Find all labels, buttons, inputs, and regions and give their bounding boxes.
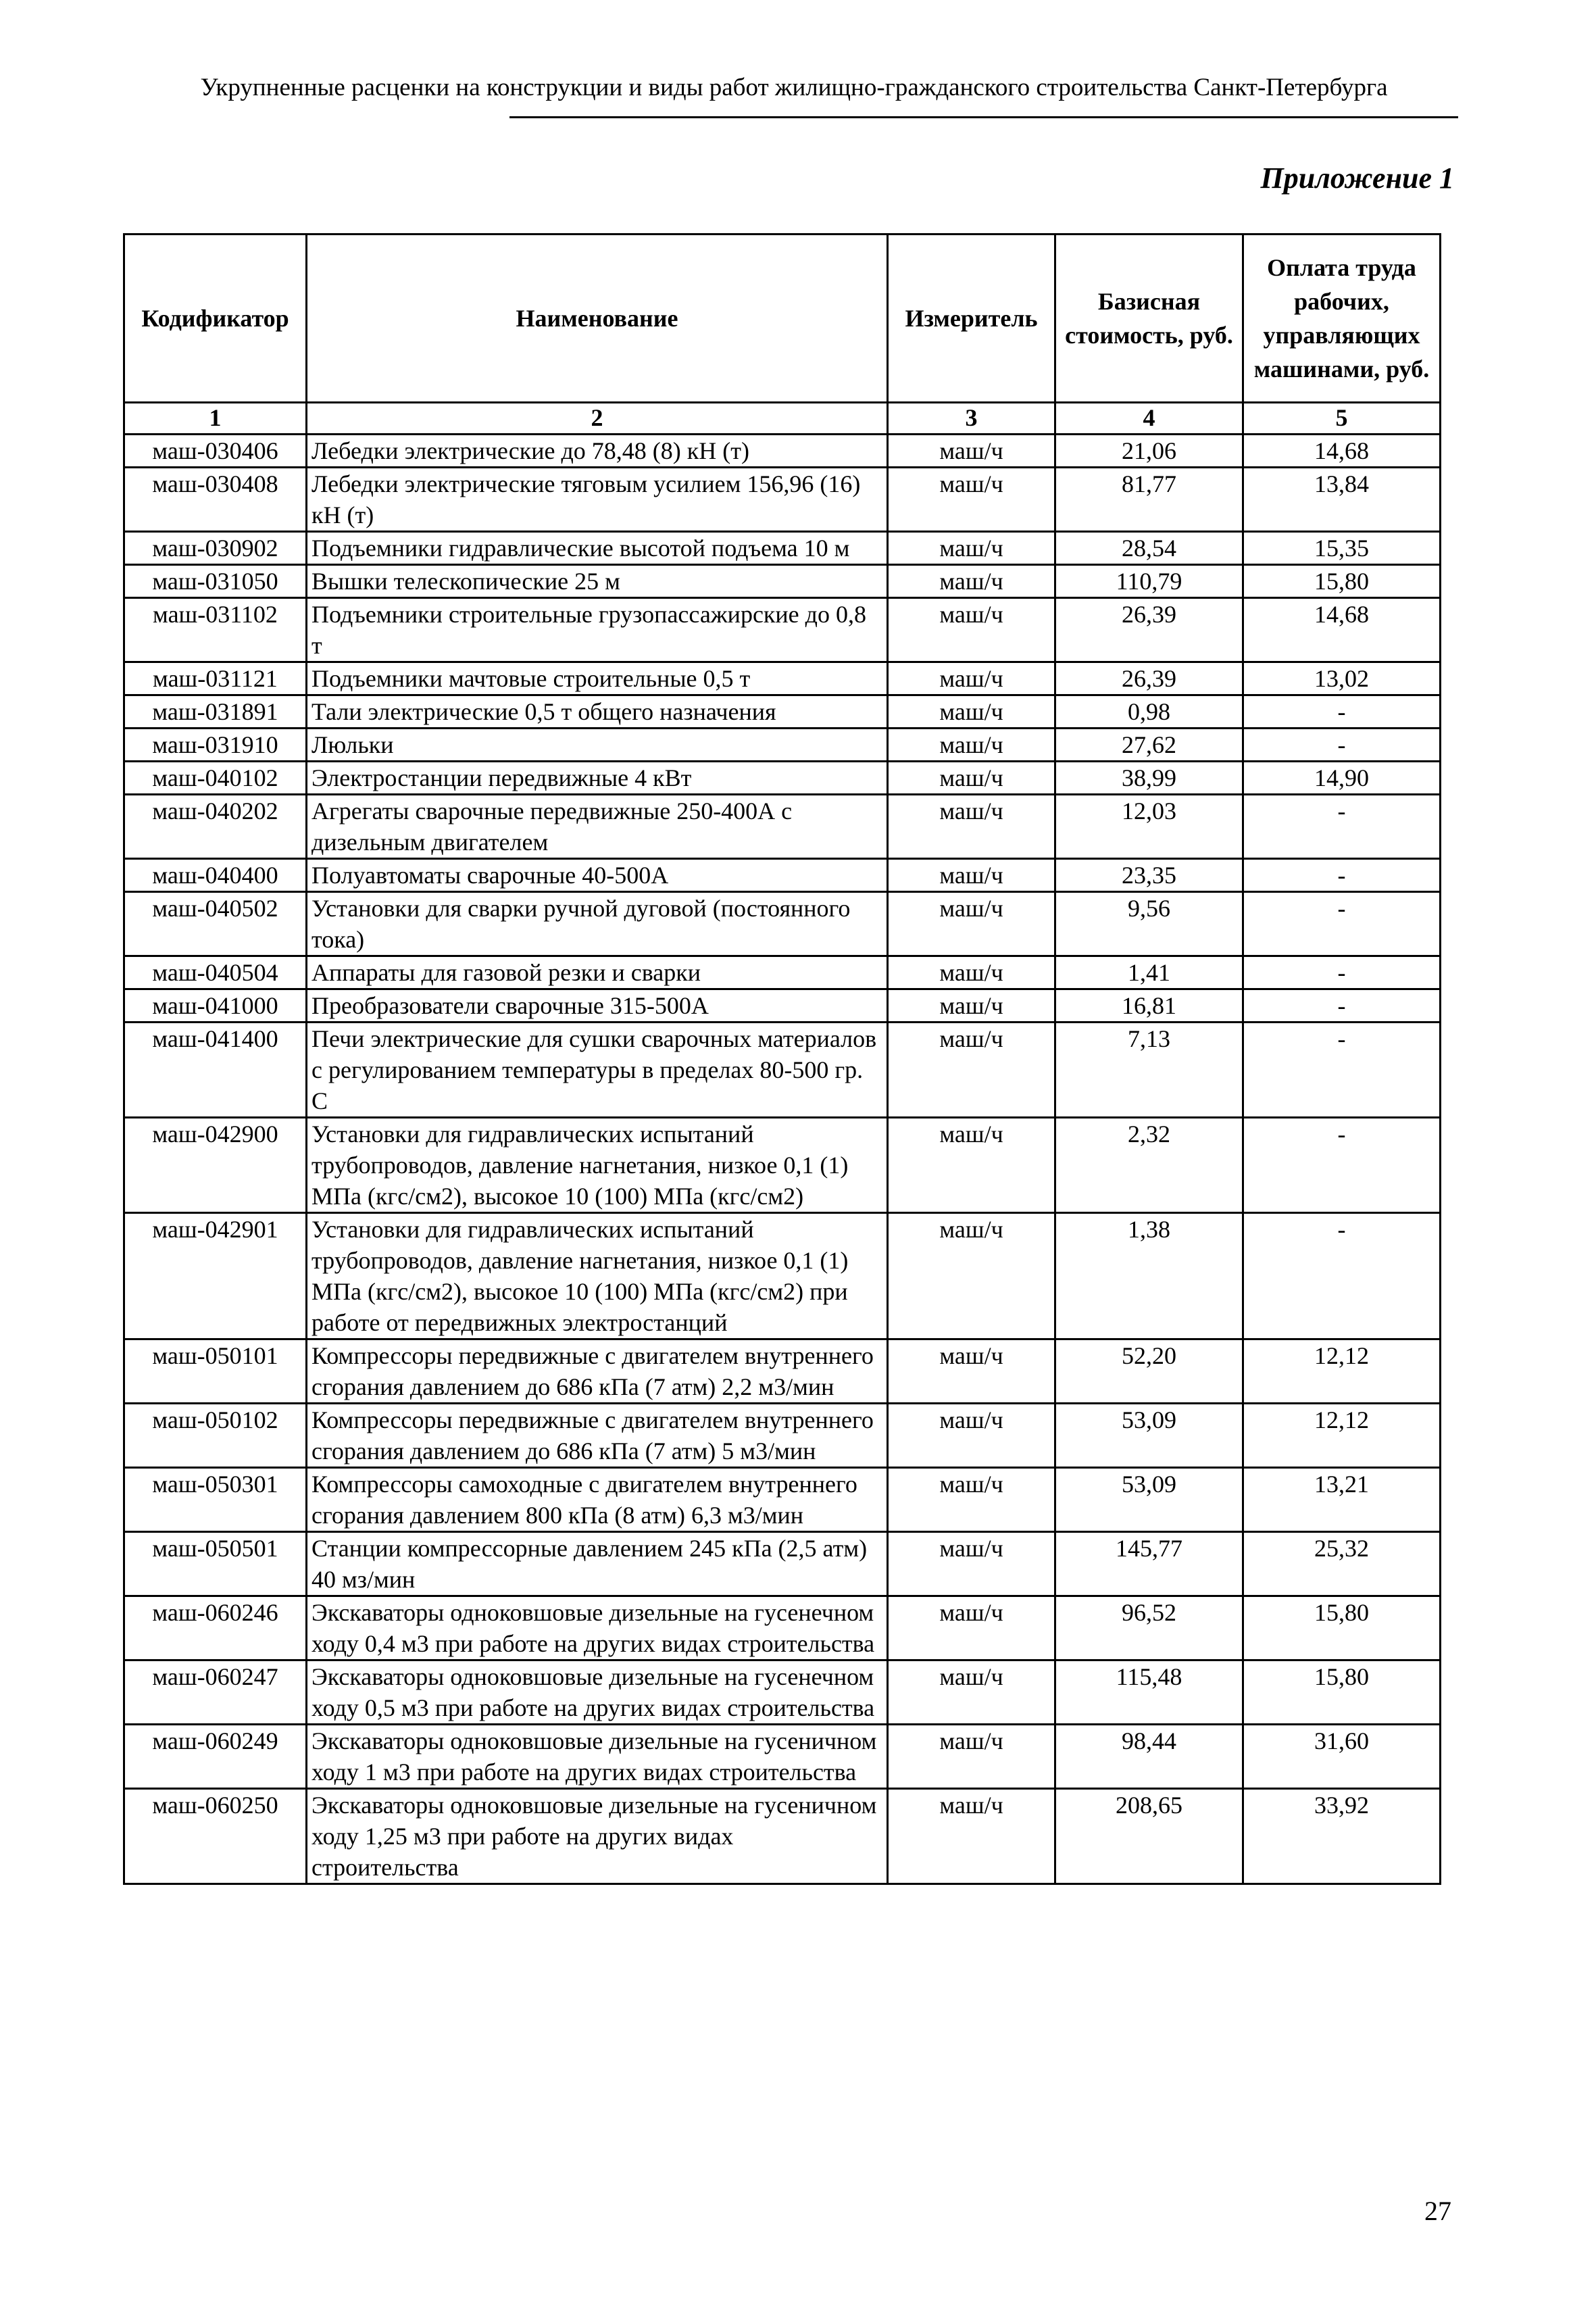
row-labor: 15,80 xyxy=(1243,1596,1441,1660)
row-base-cost: 38,99 xyxy=(1055,762,1243,795)
row-name: Аппараты для газовой резки и сварки xyxy=(307,956,888,989)
row-labor: - xyxy=(1243,956,1441,989)
row-labor: - xyxy=(1243,859,1441,892)
table-body xyxy=(124,435,1441,1884)
row-unit: маш/ч xyxy=(888,989,1055,1023)
table-row xyxy=(124,1789,1441,1884)
table-row xyxy=(124,695,1441,729)
row-labor: 15,80 xyxy=(1243,1660,1441,1725)
row-labor: 25,32 xyxy=(1243,1532,1441,1596)
table-row xyxy=(124,1660,1441,1725)
row-code: маш-040102 xyxy=(124,762,307,795)
row-base-cost: 26,39 xyxy=(1055,598,1243,662)
row-labor: 12,12 xyxy=(1243,1404,1441,1468)
row-labor: 13,84 xyxy=(1243,468,1441,532)
row-base-cost: 7,13 xyxy=(1055,1023,1243,1118)
row-base-cost: 145,77 xyxy=(1055,1532,1243,1596)
column-number: 4 xyxy=(1055,403,1243,435)
row-labor: 14,90 xyxy=(1243,762,1441,795)
row-base-cost: 98,44 xyxy=(1055,1725,1243,1789)
row-labor: - xyxy=(1243,892,1441,956)
row-code: маш-040400 xyxy=(124,859,307,892)
table-row xyxy=(124,1404,1441,1468)
row-code: маш-060250 xyxy=(124,1789,307,1884)
row-unit: маш/ч xyxy=(888,1118,1055,1213)
row-unit: маш/ч xyxy=(888,1725,1055,1789)
row-base-cost: 52,20 xyxy=(1055,1339,1243,1404)
row-labor: - xyxy=(1243,729,1441,762)
row-name: Подъемники мачтовые строительные 0,5 т xyxy=(307,662,888,695)
table-row xyxy=(124,1213,1441,1339)
row-code: маш-060249 xyxy=(124,1725,307,1789)
row-labor: - xyxy=(1243,795,1441,859)
table-row xyxy=(124,1725,1441,1789)
row-base-cost: 12,03 xyxy=(1055,795,1243,859)
row-base-cost: 208,65 xyxy=(1055,1789,1243,1884)
table-row xyxy=(124,468,1441,532)
row-name: Экскаваторы одноковшовые дизельные на гусеничном ходу 1 м3 при работе на других видах строительства xyxy=(307,1725,888,1789)
row-base-cost: 1,41 xyxy=(1055,956,1243,989)
row-labor: - xyxy=(1243,1023,1441,1118)
table-row xyxy=(124,956,1441,989)
column-numbers-row xyxy=(124,403,1441,435)
row-name: Полуавтоматы сварочные 40-500А xyxy=(307,859,888,892)
row-name: Установки для гидравлических испытаний трубопроводов, давление нагнетания, низкое 0,1 (1) МПа (кгс/см2), высокое 10 (100) МПа (кгс/см2) xyxy=(307,1118,888,1213)
row-unit: маш/ч xyxy=(888,598,1055,662)
row-base-cost: 21,06 xyxy=(1055,435,1243,468)
row-base-cost: 2,32 xyxy=(1055,1118,1243,1213)
row-name: Станции компрессорные давлением 245 кПа (2,5 атм) 40 мз/мин xyxy=(307,1532,888,1596)
row-unit: маш/ч xyxy=(888,956,1055,989)
running-header: Укрупненные расценки на конструкции и виды работ жилищно-гражданского строительства Санкт-Петербурга xyxy=(200,74,1388,101)
row-base-cost: 96,52 xyxy=(1055,1596,1243,1660)
row-code: маш-040202 xyxy=(124,795,307,859)
row-labor: - xyxy=(1243,695,1441,729)
row-unit: маш/ч xyxy=(888,1660,1055,1725)
table-row xyxy=(124,729,1441,762)
table-row xyxy=(124,892,1441,956)
column-number: 3 xyxy=(888,403,1055,435)
row-name: Печи электрические для сушки сварочных материалов с регулированием температуры в пределах 80-500 гр. С xyxy=(307,1023,888,1118)
row-labor: - xyxy=(1243,1118,1441,1213)
row-code: маш-031050 xyxy=(124,565,307,598)
row-code: маш-031910 xyxy=(124,729,307,762)
row-unit: маш/ч xyxy=(888,729,1055,762)
row-code: маш-040504 xyxy=(124,956,307,989)
row-base-cost: 115,48 xyxy=(1055,1660,1243,1725)
row-name: Экскаваторы одноковшовые дизельные на гусенечном ходу 0,5 м3 при работе на других видах строительства xyxy=(307,1660,888,1725)
appendix-label: Приложение 1 xyxy=(1260,162,1454,195)
row-labor: 31,60 xyxy=(1243,1725,1441,1789)
row-name: Экскаваторы одноковшовые дизельные на гусеничном ходу 1,25 м3 при работе на других видах строительства xyxy=(307,1789,888,1884)
row-name: Лебедки электрические тяговым усилием 156,96 (16) кН (т) xyxy=(307,468,888,532)
row-code: маш-040502 xyxy=(124,892,307,956)
table-row xyxy=(124,662,1441,695)
row-base-cost: 1,38 xyxy=(1055,1213,1243,1339)
row-labor: 13,21 xyxy=(1243,1468,1441,1532)
row-unit: маш/ч xyxy=(888,468,1055,532)
row-labor: 14,68 xyxy=(1243,435,1441,468)
row-code: маш-060247 xyxy=(124,1660,307,1725)
row-unit: маш/ч xyxy=(888,1789,1055,1884)
row-name: Компрессоры передвижные с двигателем внутреннего сгорания давлением до 686 кПа (7 атм) 5 м3/мин xyxy=(307,1404,888,1468)
row-name: Тали электрические 0,5 т общего назначения xyxy=(307,695,888,729)
column-header-unit: Измеритель xyxy=(888,235,1055,403)
row-unit: маш/ч xyxy=(888,1339,1055,1404)
row-base-cost: 27,62 xyxy=(1055,729,1243,762)
row-name: Подъемники строительные грузопассажирские до 0,8 т xyxy=(307,598,888,662)
table-row xyxy=(124,1532,1441,1596)
row-code: маш-030408 xyxy=(124,468,307,532)
table-row xyxy=(124,1596,1441,1660)
row-unit: маш/ч xyxy=(888,565,1055,598)
row-labor: 13,02 xyxy=(1243,662,1441,695)
table-row xyxy=(124,989,1441,1023)
row-unit: маш/ч xyxy=(888,532,1055,565)
row-name: Экскаваторы одноковшовые дизельные на гусенечном ходу 0,4 м3 при работе на других видах строительства xyxy=(307,1596,888,1660)
row-name: Подъемники гидравлические высотой подъема 10 м xyxy=(307,532,888,565)
row-code: маш-050501 xyxy=(124,1532,307,1596)
row-code: маш-042901 xyxy=(124,1213,307,1339)
row-base-cost: 110,79 xyxy=(1055,565,1243,598)
row-labor: - xyxy=(1243,989,1441,1023)
row-unit: маш/ч xyxy=(888,1023,1055,1118)
row-unit: маш/ч xyxy=(888,1532,1055,1596)
column-header-name: Наименование xyxy=(307,235,888,403)
row-name: Лебедки электрические до 78,48 (8) кН (т) xyxy=(307,435,888,468)
row-labor: 33,92 xyxy=(1243,1789,1441,1884)
row-code: маш-060246 xyxy=(124,1596,307,1660)
row-name: Установки для сварки ручной дуговой (постоянного тока) xyxy=(307,892,888,956)
row-unit: маш/ч xyxy=(888,892,1055,956)
table-row xyxy=(124,598,1441,662)
price-table xyxy=(123,233,1441,1885)
row-unit: маш/ч xyxy=(888,1404,1055,1468)
row-name: Установки для гидравлических испытаний трубопроводов, давление нагнетания, низкое 0,1 (1) МПа (кгс/см2), высокое 10 (100) МПа (кгс/см2) при работе от передвижных электростанций xyxy=(307,1213,888,1339)
row-name: Компрессоры самоходные с двигателем внутреннего сгорания давлением 800 кПа (8 атм) 6,3 м3/мин xyxy=(307,1468,888,1532)
row-base-cost: 28,54 xyxy=(1055,532,1243,565)
column-number: 1 xyxy=(124,403,307,435)
row-name: Компрессоры передвижные с двигателем внутреннего сгорания давлением до 686 кПа (7 атм) 2,2 м3/мин xyxy=(307,1339,888,1404)
row-unit: маш/ч xyxy=(888,795,1055,859)
row-unit: маш/ч xyxy=(888,1213,1055,1339)
column-number: 2 xyxy=(307,403,888,435)
row-code: маш-041000 xyxy=(124,989,307,1023)
row-unit: маш/ч xyxy=(888,762,1055,795)
header-rule xyxy=(509,116,1458,118)
table-row xyxy=(124,1339,1441,1404)
table-row xyxy=(124,795,1441,859)
row-code: маш-042900 xyxy=(124,1118,307,1213)
column-number: 5 xyxy=(1243,403,1441,435)
table-row xyxy=(124,565,1441,598)
table-row xyxy=(124,532,1441,565)
row-labor: - xyxy=(1243,1213,1441,1339)
table-row xyxy=(124,435,1441,468)
row-code: маш-030406 xyxy=(124,435,307,468)
column-header-labor: Оплата труда рабочих, управляющих машинами, руб. xyxy=(1243,235,1441,403)
row-labor: 14,68 xyxy=(1243,598,1441,662)
row-unit: маш/ч xyxy=(888,695,1055,729)
row-base-cost: 26,39 xyxy=(1055,662,1243,695)
row-unit: маш/ч xyxy=(888,1596,1055,1660)
table-row xyxy=(124,859,1441,892)
row-base-cost: 23,35 xyxy=(1055,859,1243,892)
row-code: маш-031891 xyxy=(124,695,307,729)
row-base-cost: 0,98 xyxy=(1055,695,1243,729)
row-base-cost: 53,09 xyxy=(1055,1404,1243,1468)
row-base-cost: 16,81 xyxy=(1055,989,1243,1023)
row-name: Преобразователи сварочные 315-500А xyxy=(307,989,888,1023)
row-code: маш-050102 xyxy=(124,1404,307,1468)
row-unit: маш/ч xyxy=(888,435,1055,468)
row-code: маш-041400 xyxy=(124,1023,307,1118)
row-code: маш-050301 xyxy=(124,1468,307,1532)
row-unit: маш/ч xyxy=(888,662,1055,695)
row-base-cost: 53,09 xyxy=(1055,1468,1243,1532)
row-unit: маш/ч xyxy=(888,859,1055,892)
row-name: Электростанции передвижные 4 кВт xyxy=(307,762,888,795)
table-row xyxy=(124,1468,1441,1532)
row-labor: 15,80 xyxy=(1243,565,1441,598)
row-labor: 12,12 xyxy=(1243,1339,1441,1404)
row-unit: маш/ч xyxy=(888,1468,1055,1532)
table-row xyxy=(124,1023,1441,1118)
row-code: маш-030902 xyxy=(124,532,307,565)
page-number: 27 xyxy=(1424,2196,1451,2226)
row-code: маш-050101 xyxy=(124,1339,307,1404)
column-header-base-cost: Базисная стоимость, руб. xyxy=(1055,235,1243,403)
table-row xyxy=(124,1118,1441,1213)
row-name: Вышки телескопические 25 м xyxy=(307,565,888,598)
row-base-cost: 81,77 xyxy=(1055,468,1243,532)
row-base-cost: 9,56 xyxy=(1055,892,1243,956)
row-name: Агрегаты сварочные передвижные 250-400А с дизельным двигателем xyxy=(307,795,888,859)
column-header-code: Кодификатор xyxy=(124,235,307,403)
table-row xyxy=(124,762,1441,795)
row-labor: 15,35 xyxy=(1243,532,1441,565)
row-code: маш-031121 xyxy=(124,662,307,695)
row-code: маш-031102 xyxy=(124,598,307,662)
row-name: Люльки xyxy=(307,729,888,762)
table-header-row xyxy=(124,235,1441,403)
